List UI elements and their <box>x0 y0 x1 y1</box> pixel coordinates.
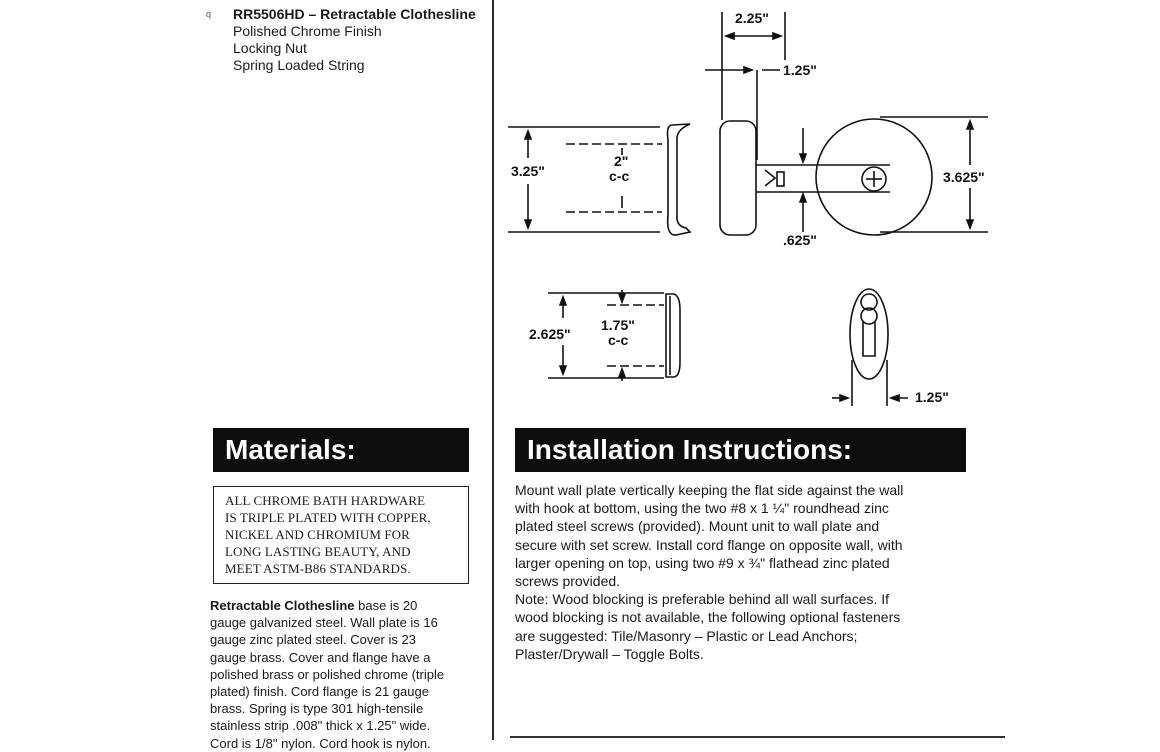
standards-line: NICKEL AND CHROMIUM FOR <box>225 527 410 542</box>
installation-instructions <box>515 481 975 663</box>
installation-line: Plaster/Drywall – Toggle Bolts. <box>515 645 704 662</box>
column-divider <box>492 0 494 740</box>
dim-flange-cc-value-label: 1.75" <box>601 317 635 333</box>
standards-line: IS TRIPLE PLATED WITH COPPER, <box>225 510 431 525</box>
dim-flange-height-label: 2.625" <box>529 326 571 342</box>
dim-cc-value-label: 2" <box>614 153 629 169</box>
installation-line: larger opening on top, using two #9 x ¾" flathead zinc plated <box>515 554 890 571</box>
dim-height-label: 3.25" <box>511 163 545 179</box>
materials-line: base is 20 <box>354 598 418 613</box>
product-block <box>206 6 496 74</box>
dim-flange-width-label: 1.25" <box>915 389 949 405</box>
dim-diameter-label: 3.625" <box>943 169 985 185</box>
materials-description <box>210 597 480 752</box>
dim-arm-label: .625" <box>783 232 817 248</box>
materials-line: plated) finish. Cord flange is 21 gauge <box>210 684 429 700</box>
feature-finish: Polished Chrome Finish <box>233 23 382 39</box>
installation-line: with hook at bottom, using the two #8 x 1 ¼" roundhead zinc <box>515 500 889 517</box>
dim-width-label: 2.25" <box>735 10 769 26</box>
installation-line: Mount wall plate vertically keeping the flat side against the wall <box>515 482 904 498</box>
materials-line: gauge brass. Cover and flange have a <box>210 649 431 665</box>
feature-locking-nut: Locking Nut <box>233 40 307 56</box>
dim-offset-label: 1.25" <box>783 62 817 78</box>
standards-line: ALL CHROME BATH HARDWARE <box>225 493 426 508</box>
materials-product-name: Retractable Clothesline <box>210 598 355 613</box>
materials-line: gauge zinc plated steel. Cover is 23 <box>210 632 416 648</box>
materials-heading: Materials: <box>213 428 469 472</box>
installation-line: plated steel screws (provided). Mount unit to wall plate and <box>515 518 880 535</box>
standards-line: MEET ASTM-B86 STANDARDS. <box>225 561 411 576</box>
technical-drawing <box>496 0 1016 420</box>
installation-line: screws provided. <box>515 573 621 590</box>
standards-box <box>213 486 469 584</box>
installation-line: wood blocking is not available, the following optional fasteners <box>515 609 901 626</box>
dim-flange-cc-label: c-c <box>608 332 629 348</box>
installation-heading: Installation Instructions: <box>515 428 966 472</box>
bullet-marker: q <box>206 9 212 19</box>
installation-line: are suggested: Tile/Masonry – Plastic or Lead Anchors; <box>515 627 858 644</box>
materials-line: gauge galvanized steel. Wall plate is 16 <box>210 615 438 631</box>
materials-line: stainless strip .008" thick x 1.25" wide. <box>210 718 431 734</box>
installation-line: Note: Wood blocking is preferable behind all wall surfaces. If <box>515 591 890 608</box>
bottom-rule <box>510 736 1005 738</box>
materials-line: Cord is 1/8" nylon. Cord hook is nylon. <box>210 735 431 751</box>
materials-line: brass. Spring is type 301 high-tensile <box>210 701 424 717</box>
installation-line: secure with set screw. Install cord flange on opposite wall, with <box>515 536 903 553</box>
feature-spring-string: Spring Loaded String <box>233 57 365 73</box>
dim-cc-label: c-c <box>609 168 630 184</box>
materials-line: polished brass or polished chrome (triple <box>210 666 445 682</box>
standards-line: LONG LASTING BEAUTY, AND <box>225 544 411 559</box>
product-title: RR5506HD – Retractable Clothesline <box>233 6 476 22</box>
